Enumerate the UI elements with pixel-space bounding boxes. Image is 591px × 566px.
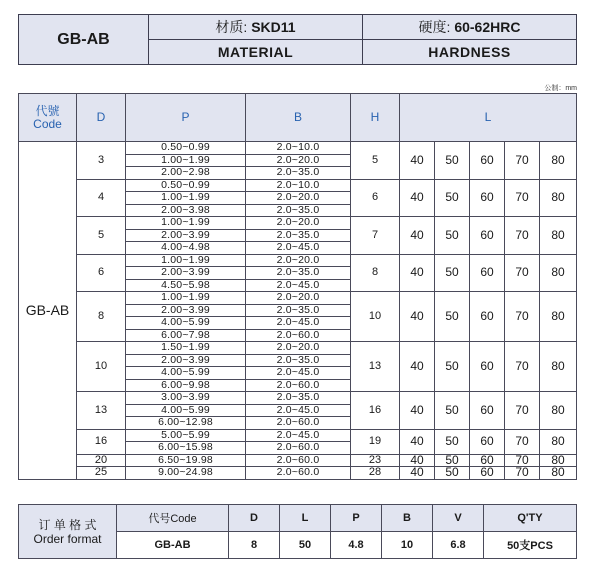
p-cell: 4.00~5.99: [126, 317, 246, 330]
h-cell: 28: [351, 467, 400, 480]
b-cell: 2.0~60.0: [246, 379, 351, 392]
p-cell: 4.00~5.99: [126, 404, 246, 417]
p-cell: 6.50~19.98: [126, 454, 246, 467]
col-header-code-cn: 代號: [35, 103, 60, 118]
l-cell: 70: [505, 454, 540, 467]
l-cell: 60: [470, 142, 505, 180]
material-cn-label: 材质:: [215, 19, 252, 35]
l-cell: 80: [540, 142, 577, 180]
b-cell: 2.0~35.0: [246, 204, 351, 217]
b-cell: 2.0~35.0: [246, 392, 351, 405]
spec-body: [19, 142, 577, 480]
hardness-cn: [363, 15, 577, 40]
order-value-d: 8: [229, 532, 280, 559]
table-row: [19, 392, 577, 405]
l-cell: 70: [505, 292, 540, 342]
table-row: [19, 142, 577, 155]
b-cell: 2.0~60.0: [246, 442, 351, 455]
p-cell: 1.00~1.99: [126, 154, 246, 167]
d-cell: 20: [77, 454, 126, 467]
l-cell: 50: [435, 179, 470, 217]
p-cell: 1.50~1.99: [126, 342, 246, 355]
order-format-table: [18, 504, 577, 559]
material-en: MATERIAL: [149, 40, 363, 65]
order-header-l: L: [280, 505, 331, 532]
l-cell: 50: [435, 217, 470, 255]
b-cell: 2.0~10.0: [246, 142, 351, 155]
h-cell: 8: [351, 254, 400, 292]
l-cell: 80: [540, 254, 577, 292]
order-header-p: P: [331, 505, 382, 532]
hardness-cn-value: 60-62HRC: [454, 19, 521, 35]
l-cell: 40: [400, 429, 435, 454]
p-cell: 1.00~1.99: [126, 192, 246, 205]
h-cell: 16: [351, 392, 400, 430]
order-value-v: 6.8: [433, 532, 484, 559]
table-row: [19, 292, 577, 305]
p-cell: 0.50~0.99: [126, 142, 246, 155]
product-code: GB-AB: [19, 15, 149, 65]
order-value-b: 10: [382, 532, 433, 559]
p-cell: 6.00~7.98: [126, 329, 246, 342]
d-cell: 10: [77, 342, 126, 392]
l-cell: 70: [505, 392, 540, 430]
order-format-label-cn: 订 单 格 式: [38, 517, 97, 532]
table-row: [19, 217, 577, 230]
table-row: [19, 429, 577, 442]
l-cell: 60: [470, 254, 505, 292]
p-cell: 2.00~3.98: [126, 204, 246, 217]
l-cell: 40: [400, 342, 435, 392]
order-value-l: 50: [280, 532, 331, 559]
col-header-d: D: [77, 94, 126, 142]
h-cell: 19: [351, 429, 400, 454]
order-header-d: D: [229, 505, 280, 532]
b-cell: 2.0~45.0: [246, 367, 351, 380]
spec-table: [18, 93, 577, 480]
p-cell: 2.00~3.99: [126, 304, 246, 317]
p-cell: 4.00~4.98: [126, 242, 246, 255]
b-cell: 2.0~45.0: [246, 242, 351, 255]
b-cell: 2.0~45.0: [246, 404, 351, 417]
header-block: [18, 14, 577, 65]
l-cell: 80: [540, 217, 577, 255]
l-cell: 40: [400, 454, 435, 467]
p-cell: 1.00~1.99: [126, 217, 246, 230]
l-cell: 40: [400, 467, 435, 480]
b-cell: 2.0~35.0: [246, 354, 351, 367]
table-row: [19, 179, 577, 192]
p-cell: 4.00~5.99: [126, 367, 246, 380]
order-header-b: B: [382, 505, 433, 532]
p-cell: 6.00~9.98: [126, 379, 246, 392]
l-cell: 70: [505, 217, 540, 255]
h-cell: 10: [351, 292, 400, 342]
b-cell: 2.0~60.0: [246, 417, 351, 430]
b-cell: 2.0~35.0: [246, 267, 351, 280]
p-cell: 9.00~24.98: [126, 467, 246, 480]
material-cn-value: SKD11: [251, 19, 296, 35]
order-format-label: [19, 505, 117, 559]
d-cell: 4: [77, 179, 126, 217]
b-cell: 2.0~45.0: [246, 429, 351, 442]
col-header-h: H: [351, 94, 400, 142]
col-header-p: P: [126, 94, 246, 142]
order-value-code: GB-AB: [117, 532, 229, 559]
p-cell: 6.00~15.98: [126, 442, 246, 455]
l-cell: 70: [505, 142, 540, 180]
col-header-code-en: Code: [33, 116, 62, 131]
b-cell: 2.0~35.0: [246, 167, 351, 180]
l-cell: 60: [470, 429, 505, 454]
h-cell: 13: [351, 342, 400, 392]
d-cell: 8: [77, 292, 126, 342]
h-cell: 23: [351, 454, 400, 467]
l-cell: 60: [470, 217, 505, 255]
l-cell: 60: [470, 467, 505, 480]
l-cell: 70: [505, 342, 540, 392]
b-cell: 2.0~20.0: [246, 217, 351, 230]
p-cell: 5.00~5.99: [126, 429, 246, 442]
order-header-v: V: [433, 505, 484, 532]
l-cell: 50: [435, 342, 470, 392]
b-cell: 2.0~45.0: [246, 317, 351, 330]
l-cell: 50: [435, 429, 470, 454]
b-cell: 2.0~20.0: [246, 342, 351, 355]
order-format-label-en: Order format: [33, 531, 102, 546]
order-header-qty: Q'TY: [484, 505, 577, 532]
h-cell: 5: [351, 142, 400, 180]
hardness-en: HARDNESS: [363, 40, 577, 65]
p-cell: 6.00~12.98: [126, 417, 246, 430]
p-cell: 2.00~3.99: [126, 229, 246, 242]
l-cell: 40: [400, 392, 435, 430]
l-cell: 80: [540, 429, 577, 454]
p-cell: 2.00~3.99: [126, 354, 246, 367]
l-cell: 80: [540, 292, 577, 342]
l-cell: 70: [505, 179, 540, 217]
l-cell: 40: [400, 179, 435, 217]
hardness-cn-label: 硬度:: [418, 19, 455, 35]
b-cell: 2.0~35.0: [246, 229, 351, 242]
material-cn: [149, 15, 363, 40]
b-cell: 2.0~60.0: [246, 329, 351, 342]
l-cell: 60: [470, 342, 505, 392]
b-cell: 2.0~20.0: [246, 254, 351, 267]
d-cell: 6: [77, 254, 126, 292]
col-header-b: B: [246, 94, 351, 142]
p-cell: 4.50~5.98: [126, 279, 246, 292]
order-value-p: 4.8: [331, 532, 382, 559]
p-cell: 0.50~0.99: [126, 179, 246, 192]
b-cell: 2.0~20.0: [246, 154, 351, 167]
spec-header-row: [19, 94, 577, 142]
l-cell: 60: [470, 292, 505, 342]
l-cell: 50: [435, 392, 470, 430]
code-cell: GB-AB: [19, 142, 77, 480]
b-cell: 2.0~35.0: [246, 304, 351, 317]
l-cell: 50: [435, 254, 470, 292]
unit-note: 公制：mm: [544, 85, 577, 92]
l-cell: 50: [435, 454, 470, 467]
l-cell: 40: [400, 217, 435, 255]
col-header-l: L: [400, 94, 577, 142]
h-cell: 6: [351, 179, 400, 217]
l-cell: 40: [400, 254, 435, 292]
l-cell: 80: [540, 179, 577, 217]
l-cell: 80: [540, 467, 577, 480]
l-cell: 40: [400, 292, 435, 342]
table-row: [19, 254, 577, 267]
l-cell: 70: [505, 254, 540, 292]
b-cell: 2.0~60.0: [246, 454, 351, 467]
d-cell: 25: [77, 467, 126, 480]
b-cell: 2.0~20.0: [246, 192, 351, 205]
l-cell: 40: [400, 142, 435, 180]
order-header-code: 代号Code: [117, 505, 229, 532]
b-cell: 2.0~45.0: [246, 279, 351, 292]
d-cell: 3: [77, 142, 126, 180]
l-cell: 60: [470, 392, 505, 430]
l-cell: 60: [470, 179, 505, 217]
l-cell: 50: [435, 292, 470, 342]
h-cell: 7: [351, 217, 400, 255]
b-cell: 2.0~10.0: [246, 179, 351, 192]
l-cell: 80: [540, 342, 577, 392]
p-cell: 3.00~3.99: [126, 392, 246, 405]
col-header-code: [19, 94, 77, 142]
order-value-qty: 50支PCS: [484, 532, 577, 559]
l-cell: 60: [470, 454, 505, 467]
p-cell: 2.00~3.99: [126, 267, 246, 280]
d-cell: 5: [77, 217, 126, 255]
l-cell: 70: [505, 467, 540, 480]
table-row: [19, 342, 577, 355]
b-cell: 2.0~60.0: [246, 467, 351, 480]
d-cell: 16: [77, 429, 126, 454]
d-cell: 13: [77, 392, 126, 430]
l-cell: 80: [540, 392, 577, 430]
l-cell: 50: [435, 467, 470, 480]
b-cell: 2.0~20.0: [246, 292, 351, 305]
l-cell: 50: [435, 142, 470, 180]
p-cell: 1.00~1.99: [126, 292, 246, 305]
p-cell: 1.00~1.99: [126, 254, 246, 267]
table-row: [19, 467, 577, 480]
p-cell: 2.00~2.98: [126, 167, 246, 180]
l-cell: 80: [540, 454, 577, 467]
l-cell: 70: [505, 429, 540, 454]
